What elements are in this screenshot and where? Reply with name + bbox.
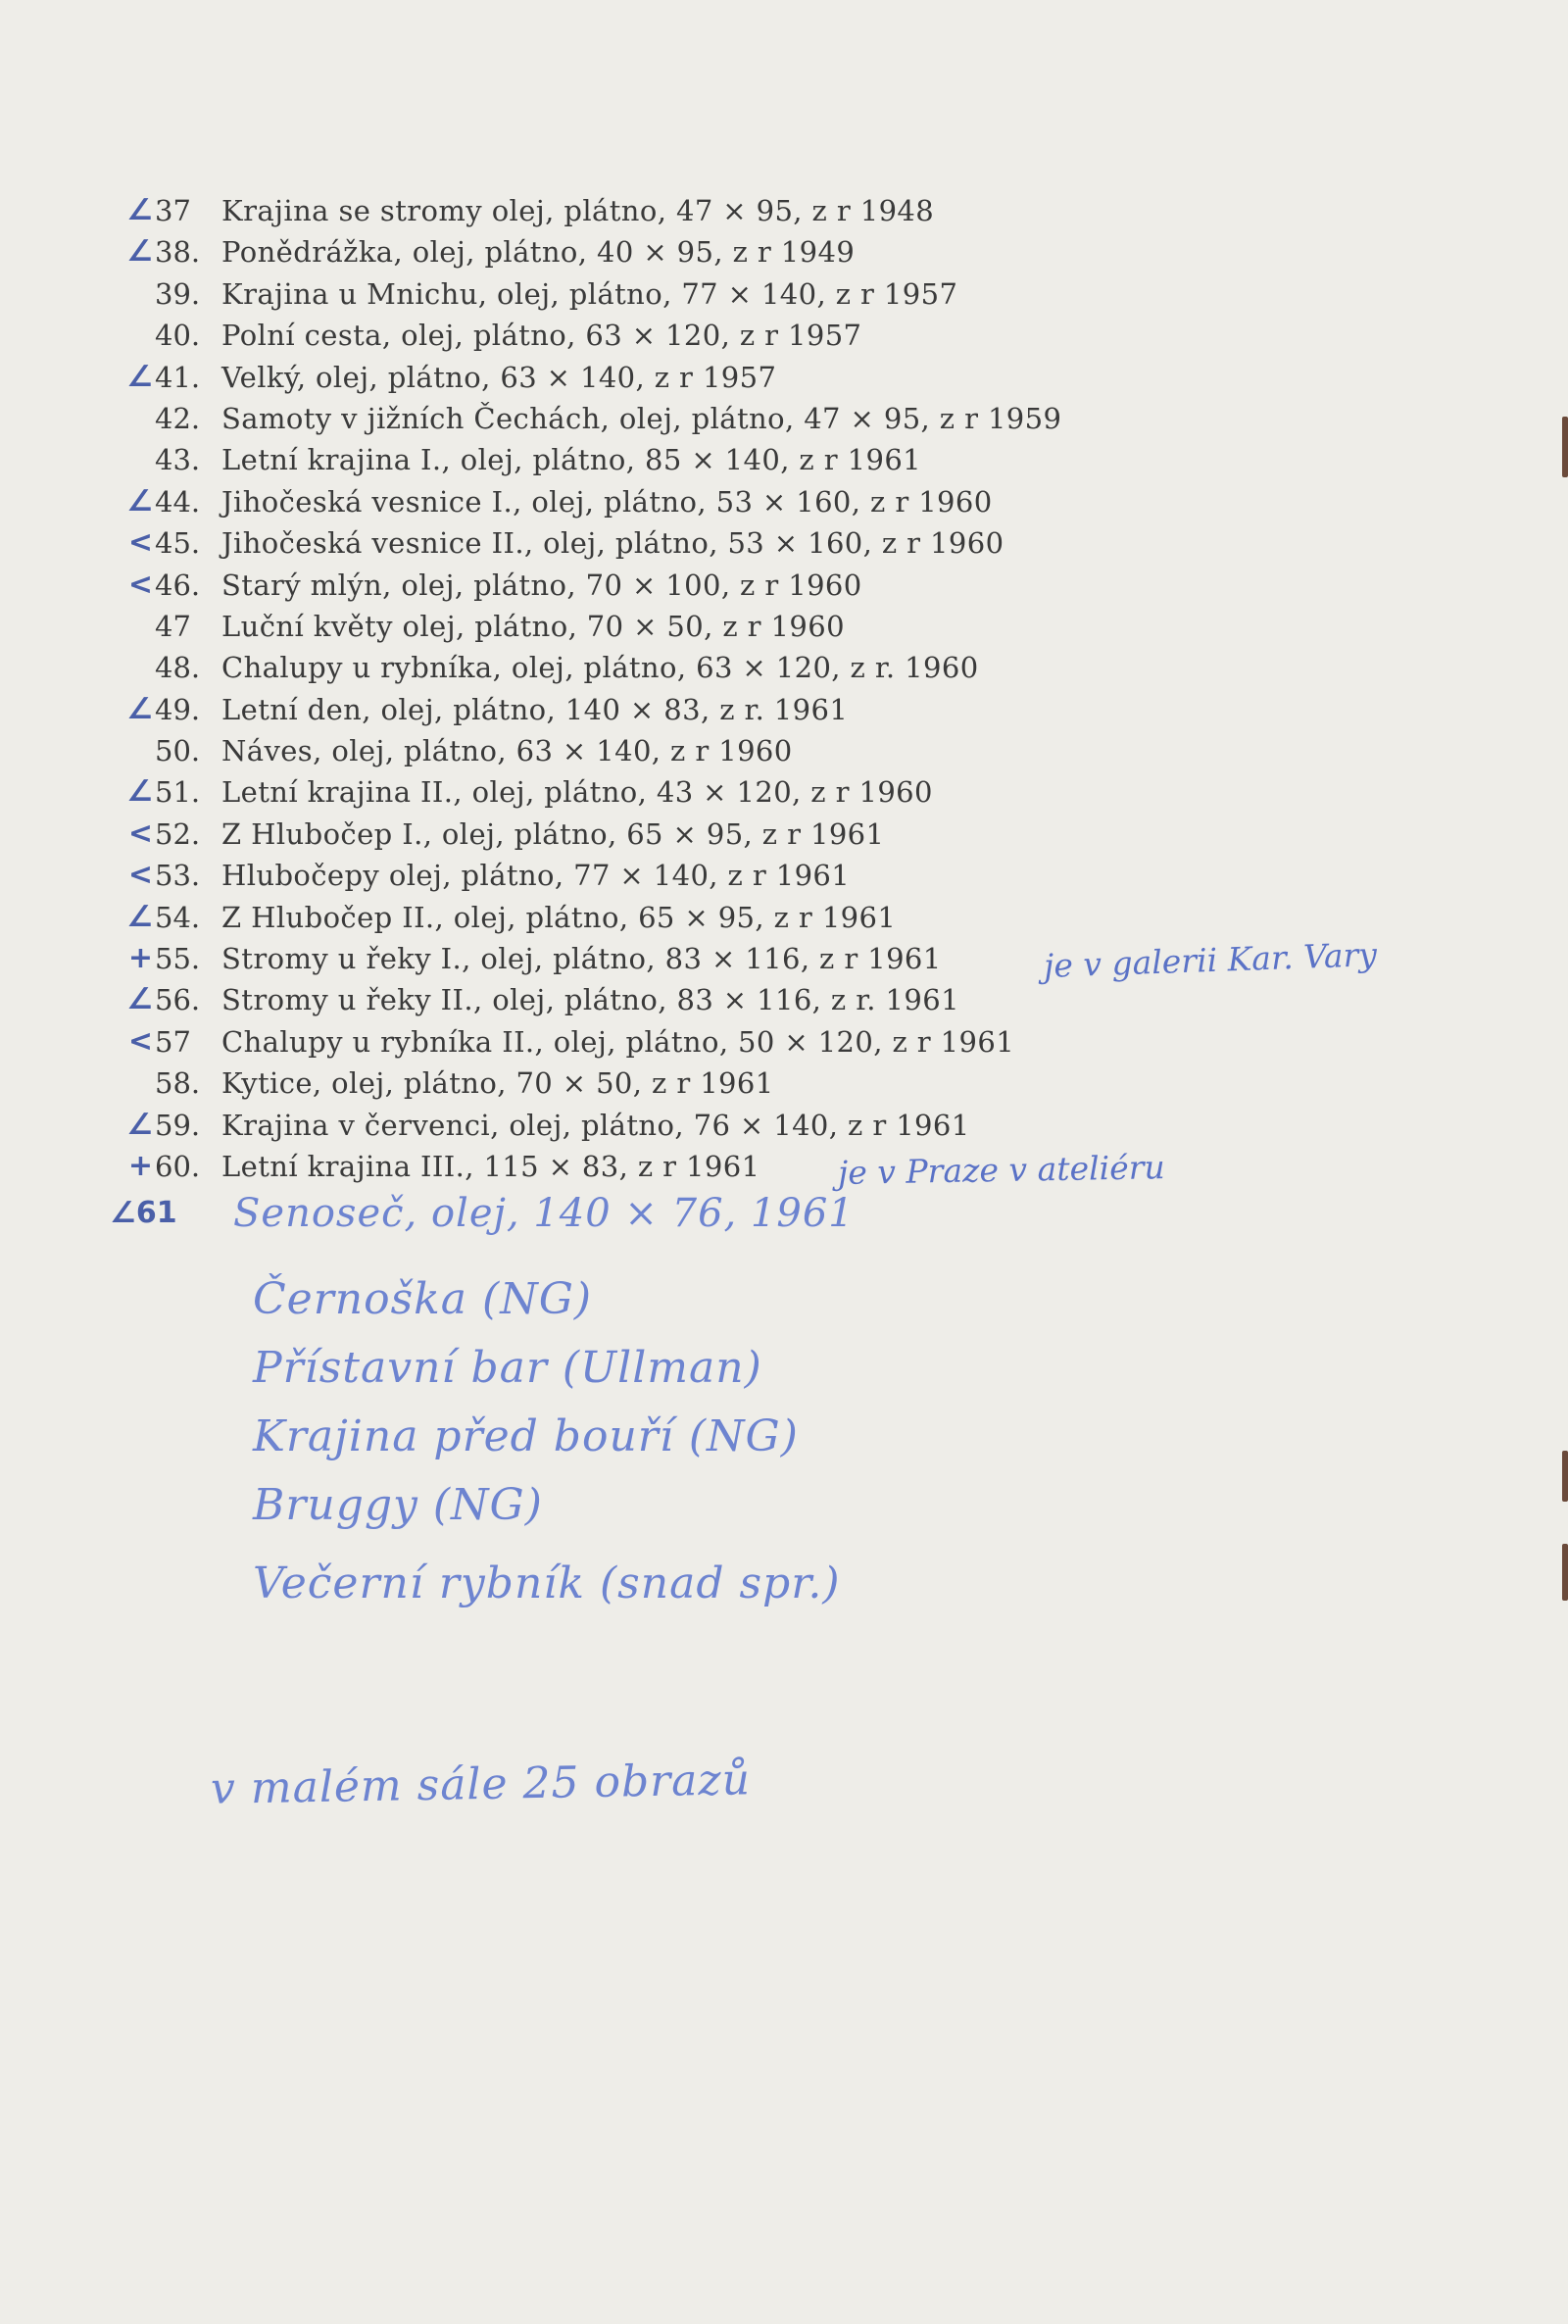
check-mark-icon: ∠ [126,193,153,227]
check-mark-icon: + [127,941,153,976]
entry-text: Stromy u řeky I., olej, plátno, 83 × 116, z r 1961 [221,942,942,976]
entry-text: Z Hlubočep I., olej, plátno, 65 × 95, z r 1961 [221,816,885,851]
entry-text: Velký, olej, plátno, 63 × 140, z r 1957 [221,360,777,394]
entry-text: Chalupy u rybníka, olej, plátno, 63 × 120, z r. 1960 [221,651,979,685]
entry-number: 39. [155,276,201,311]
entry-number: 37 [155,194,191,227]
entry-text: Z Hlubočep II., olej, plátno, 65 × 95, z r 1961 [221,900,897,934]
entry-number: 43. [155,443,201,477]
handwritten-extra-2: Přístavní bar (Ullman) [253,1343,762,1393]
entry-number: 45. [155,526,201,561]
check-mark-icon: ∠ [126,691,153,726]
handwritten-note-55: je v galerii Kar. Vary [1043,935,1378,985]
entry-number: 38. [155,235,201,270]
entry-text: Letní krajina I., olej, plátno, 85 × 140, z r 1961 [221,443,922,477]
entry-number: 56. [155,983,201,1017]
handwritten-extra-5: Večerní rybník (snad spr.) [253,1558,841,1608]
check-mark-icon: < [127,567,153,602]
entry-number: 55. [155,942,201,976]
check-mark-icon: + [127,1148,153,1183]
entry-text: Krajina se stromy olej, plátno, 47 × 95, z r 1948 [221,194,935,227]
check-mark-icon: ∠ [126,483,153,519]
entry-number: 54. [155,900,201,934]
entry-text: Kytice, olej, plátno, 70 × 50, z r 1961 [221,1066,774,1101]
entry-number: 41. [155,360,201,394]
entry-number: 59. [155,1108,201,1142]
handwritten-extra-4: Bruggy (NG) [253,1480,543,1530]
entry-text: Luční květy olej, plátno, 70 × 50, z r 1960 [221,609,845,643]
check-mark-icon: < [127,816,153,851]
entry-text: Letní krajina III., 115 × 83, z r 1961 [221,1149,760,1183]
entry-number: 46. [155,568,201,602]
entry-text: Stromy u řeky II., olej, plátno, 83 × 116, z r. 1961 [221,983,959,1017]
check-mark-icon: ∠ [126,234,153,270]
entry-number: 57 [155,1024,191,1059]
check-mark-icon: < [127,525,153,561]
entry-text: Jihočeská vesnice I., olej, plátno, 53 × 160, z r 1960 [221,484,993,519]
entry-number: 42. [155,401,201,435]
entry-text: Letní krajina II., olej, plátno, 43 × 120, z r 1960 [221,775,933,810]
entry-number: 50. [155,734,201,768]
entry-text: Náves, olej, plátno, 63 × 140, z r 1960 [221,734,793,768]
handwritten-footer: v malém sále 25 obrazů [210,1755,752,1814]
check-mark-icon: < [127,1023,153,1059]
binding-mark [1562,1451,1568,1502]
entry-text: Polní cesta, olej, plátno, 63 × 120, z r 1957 [221,319,862,353]
entry-text: Krajina u Mnichu, olej, plátno, 77 × 140, z r 1957 [221,276,958,311]
entry-number: 40. [155,319,201,353]
entry-number: 48. [155,651,201,685]
entry-number: 44. [155,484,201,519]
check-mark-icon: ∠ [126,359,153,394]
entry-text: Starý mlýn, olej, plátno, 70 × 100, z r 1960 [221,568,862,602]
entry-text: Chalupy u rybníka II., olej, plátno, 50 × 120, z r 1961 [221,1024,1015,1059]
entry-number: 52. [155,816,201,851]
handwritten-entry-61-mark: ∠61 [110,1196,177,1230]
entry-number: 53. [155,859,201,893]
handwritten-extra-1: Černoška (NG) [253,1274,593,1324]
entry-text: Letní den, olej, plátno, 140 × 83, z r. 1961 [221,692,849,726]
entry-text: Jihočeská vesnice II., olej, plátno, 53 × 160, z r 1960 [221,526,1004,561]
entry-text: Krajina v červenci, olej, plátno, 76 × 140, z r 1961 [221,1108,970,1142]
binding-mark [1562,1544,1568,1601]
binding-mark [1562,417,1568,477]
handwritten-extra-3: Krajina před bouří (NG) [253,1411,799,1461]
entry-number: 49. [155,692,201,726]
check-mark-icon: ∠ [126,899,153,934]
entry-number: 58. [155,1066,201,1101]
check-mark-icon: ∠ [126,1107,153,1142]
entry-number: 47 [155,609,191,643]
entry-number: 51. [155,775,201,810]
entry-number: 60. [155,1149,201,1183]
check-mark-icon: ∠ [126,774,153,810]
entry-text: Ponědrážka, olej, plátno, 40 × 95, z r 1949 [221,235,856,270]
handwritten-note-60: je v Praze v ateliéru [837,1148,1166,1192]
entry-text: Hlubočepy olej, plátno, 77 × 140, z r 1961 [221,859,851,893]
handwritten-entry-61: Senoseč, olej, 140 × 76, 1961 [233,1191,855,1236]
check-mark-icon: ∠ [126,982,153,1017]
entry-text: Samoty v jižních Čechách, olej, plátno, 47 × 95, z r 1959 [221,401,1062,435]
check-mark-icon: < [127,858,153,893]
